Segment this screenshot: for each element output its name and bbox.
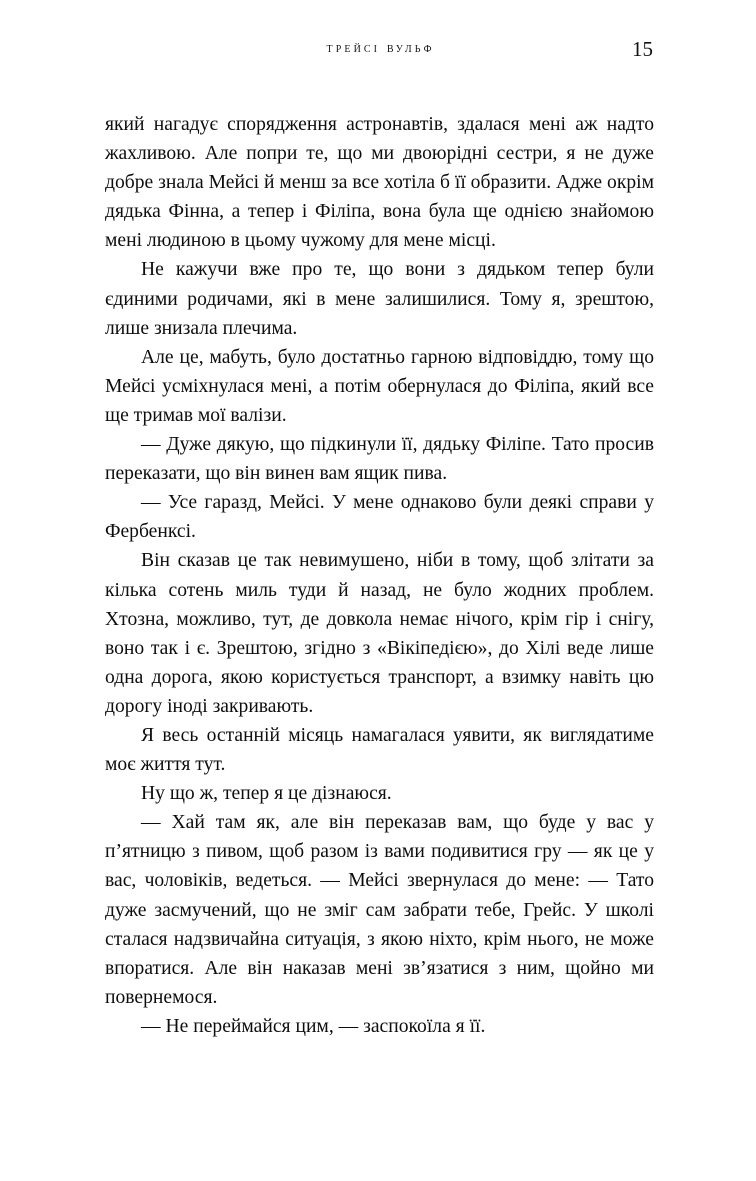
paragraph: Але це, мабуть, було достатньо гарною відповіддю, тому що Мейсі усміхнулася мені, а потім обернулася до Філіпа, який все ще тримав мої валізи. — [105, 346, 654, 426]
body-text-block — [105, 110, 654, 1041]
paragraph: який нагадує спорядження астронавтів, здалася мені аж надто жахливою. Але попри те, що ми двоюрідні сестри, я не дуже добре знала Мейсі й менш за все хотіла б її образити. Адже окрім дядька Фінна, а тепер і Філіпа, вона була ще однією знайомою мені людиною в цьому чужому для мене місці. — [105, 114, 654, 252]
page-number: 15 — [632, 37, 653, 61]
dialogue-paragraph: — Не переймайся цим, — заспокоїла я її. — [141, 1015, 486, 1037]
paragraph: Я весь останній місяць намагалася уявити, як виглядатиме моє життя тут. — [105, 724, 654, 776]
dialogue-paragraph: — Хай там як, але він переказав вам, що буде у вас у п’ятницю з пивом, щоб разом із вами подивитися гру — як це у вас, чоловіків, ведеться. — Мейсі звернулася до мене: — Тато дуже засмучений, що не зміг сам забрати тебе, Грейс. У школі сталася надзвичайна ситуація, з якою ніхто, крім нього, не може впоратися. Але він наказав мені зв’язатися з ним, щойно ми повернемося. — [105, 812, 654, 1008]
paragraph: Не кажучи вже про те, що вони з дядьком тепер були єдиними родичами, які в мене залишилися. Тому я, зрештою, лише знизала плечима. — [105, 259, 654, 339]
paragraph: Він сказав це так невимушено, ніби в тому, щоб злітати за кілька сотень миль туди й назад, не було жодних проблем. Хтозна, можливо, тут, де довкола немає нічого, крім гір і снігу, воно так і є. Зрештою, згідно з «Вікіпедією», до Хілі веде лише одна дорога, якою користується транспорт, а взимку навіть цю дорогу іноді закривають. — [105, 550, 654, 717]
paragraph: Ну що ж, тепер я це дізнаюся. — [141, 783, 392, 805]
running-head — [105, 38, 653, 64]
running-head-author: трейсі вульф — [326, 40, 435, 56]
dialogue-paragraph: — Усе гаразд, Мейсі. У мене однаково були деякі справи у Фербенксі. — [105, 492, 654, 543]
dialogue-paragraph: — Дуже дякую, що підкинули її, дядьку Філіпе. Тато просив переказати, що він винен вам ящик пива. — [105, 434, 654, 485]
